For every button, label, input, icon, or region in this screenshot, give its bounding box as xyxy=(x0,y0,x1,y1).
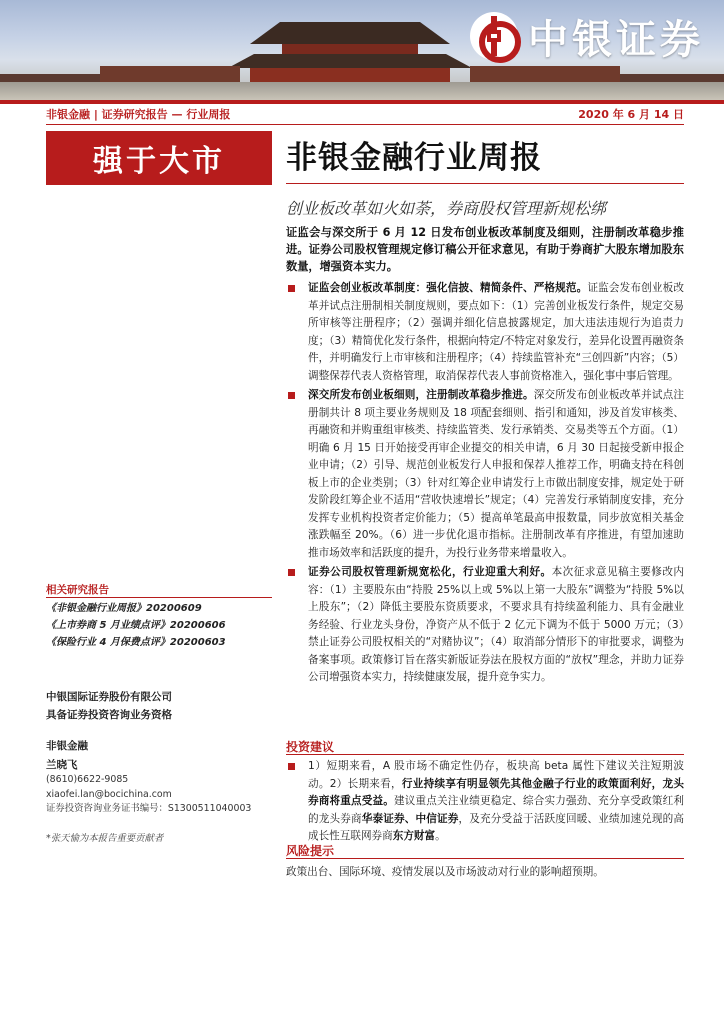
bullet-square-icon xyxy=(288,763,295,770)
palace-hall-lower xyxy=(250,68,450,82)
risk-heading: 风险提示 xyxy=(286,844,335,858)
intro-summary: 证监会与深交所于 6 月 12 日发布创业板改革制度及细则，注册制改革稳步推进。证券公司股权管理规定修订稿公开征求意见，有助于券商扩大股东增加股东数量，增强资本实力。 xyxy=(286,226,684,273)
list-item xyxy=(286,280,684,385)
related-report-link[interactable]: 《保险行业 4 月保费点评》20200603 xyxy=(46,637,226,648)
contributor-note: *张天愉为本报告重要贡献者 xyxy=(46,833,164,844)
related-report-link[interactable]: 《上市券商 5 月业绩点评》20200606 xyxy=(46,620,226,631)
analyst-name: 兰晓飞 xyxy=(46,759,78,771)
key-points xyxy=(286,280,684,689)
analyst-certificate: 证券投资咨询业务证书编号：S1300511040003 xyxy=(46,803,252,814)
brand-name: 中银证券 xyxy=(528,15,704,63)
palace-roof-upper xyxy=(250,22,450,44)
company-info xyxy=(46,688,172,724)
investment-emphasis: 东方财富 xyxy=(392,830,436,842)
breadcrumb: 非银金融 | 证券研究报告 — 行业周报 xyxy=(46,108,231,121)
page-subtitle: 创业板改革如火如荼，券商股权管理新规松绑 xyxy=(286,199,607,218)
list-item xyxy=(286,758,684,846)
list-item xyxy=(286,564,684,687)
brand-logo xyxy=(470,10,704,62)
divider xyxy=(46,124,684,125)
palace-roof-lower xyxy=(228,54,472,68)
investment-text: 1）短期来看，A 股市场不确定性仍存，板块高 beta 属性下建议关注短期波动。2）长期来看， xyxy=(308,760,684,790)
investment-text: 建议重点关注业绩更稳定、综合实力强劲、充分享受政策红利的龙头券商 xyxy=(308,795,685,825)
investment-emphasis: 华泰证券、中信证券 xyxy=(361,812,459,825)
investment-emphasis: 行业持续享有明显领先其他金融子行业的政策面利好，龙头券商将重点受益。 xyxy=(308,777,684,807)
risk-section xyxy=(286,864,684,884)
rating-badge: 强于大市 xyxy=(46,131,272,185)
header-red-bar xyxy=(0,100,724,104)
bullet-lead: 证监会创业板改革制度：强化信披、精简条件、严格规范。 xyxy=(308,282,588,294)
analyst-email[interactable]: xiaofei.lan@bocichina.com xyxy=(46,788,172,800)
investment-text: ，及充分受益于活跃度回暖、业绩加速兑现的高成长性互联网券商 xyxy=(308,812,685,842)
related-reports-list xyxy=(46,600,272,651)
analyst-sector: 非银金融 xyxy=(46,740,88,752)
bullet-square-icon xyxy=(288,392,295,399)
related-report-link[interactable]: 《非银金融行业周报》20200609 xyxy=(46,603,202,614)
bullet-text: 深交所发布创业板改革并试点注册制共计 8 项主要业务规则及 18 项配套细则、指引和通知，涉及首发审核类、再融资和并购重组审核类、持续监管类、发行承销类、交易类等五个方面。（1）明确 6 月 15 日开始接受再审企业提交的相关申请，6 月 30 日起接受新申报企业申请；（2）引导、规范创业板发行人申报和保荐人推荐工作，明确支持在科创板上市的企业类别；（3）针对红筹企业申请发行上市做出制度安排，规定处于研发阶段红筹企业不适用“营收快速增长”规定；（4）完善发行承销制度安排，充分发挥专业机构投资者定价能力；（5）提高单笔最高申报数量，同步放宽相关基金涨跌幅至 20%。（6）进一步优化退市指标。注册制改革有序推进，有望加速助推市场效率和活跃度的提升，为投行业务带来增量收入。 xyxy=(308,389,685,559)
header-banner xyxy=(0,0,724,100)
analyst-phone: (8610)6622-9085 xyxy=(46,774,129,785)
page-title: 非银金融行业周报 xyxy=(286,140,542,176)
company-qualification: 具备证券投资咨询业务资格 xyxy=(46,709,172,721)
bullet-text: 本次征求意见稿主要修改内容：（1）主要股东由“持股 25%以上或 5%以上第一大股东”调整为“持股 5%以上股东”；（2）降低主要股东资质要求，不要求具有持续盈利能力、具有金融业务经验、行业龙头身份，净资产从不低于 2 亿元下调为不低于 5000 万元；（3）禁止证券公司股权相关的“对赌协议”；（4）取消部分情形下的审批要求，调整为备案事项。政策修订旨在落实新版证券法在股权方面的“放权”理念，并助力证券公司增强资本实力，持续健康发展，提升竞争实力。 xyxy=(308,566,685,683)
report-date: 2020 年 6 月 14 日 xyxy=(578,108,684,121)
bullet-square-icon xyxy=(288,569,295,576)
boc-logo-icon xyxy=(470,12,518,60)
investment-text: 。 xyxy=(435,830,446,842)
divider xyxy=(46,597,272,598)
company-name: 中银国际证券股份有限公司 xyxy=(46,691,172,703)
bullet-text: 证监会发布创业板改革并试点注册制相关制度规则，要点如下：（1）完善创业板发行条件，规定交易所审核等注册程序；（2）强调并细化信息披露规定，加大违法违规行为追责力度；（3）精简优化发行条件，根据向特定/不特定对象发行，差异化设置再融资条件，并明确发行上市审核和注册程序；（4）持续监管补充“三创四新”内容；（5）调整保荐代表人资格管理，取消保荐代表人事前资格准入，强化事中事后管理。 xyxy=(308,282,685,382)
bullet-lead: 证券公司股权管理新规宽松化，行业迎重大利好。 xyxy=(308,566,552,578)
analyst-contact xyxy=(46,773,251,817)
related-reports-heading: 相关研究报告 xyxy=(46,584,109,596)
investment-points xyxy=(286,758,684,848)
divider xyxy=(286,183,684,184)
investment-heading: 投资建议 xyxy=(286,740,335,754)
bullet-lead: 深交所发布创业板细则，注册制改革稳步推进。 xyxy=(308,389,534,401)
risk-text: 政策出台、国际环境、疫情发展以及市场波动对行业的影响超预期。 xyxy=(286,866,604,878)
palace-terrace xyxy=(0,82,724,100)
divider xyxy=(286,754,684,755)
bullet-square-icon xyxy=(288,285,295,292)
divider xyxy=(286,858,684,859)
list-item xyxy=(286,387,684,562)
